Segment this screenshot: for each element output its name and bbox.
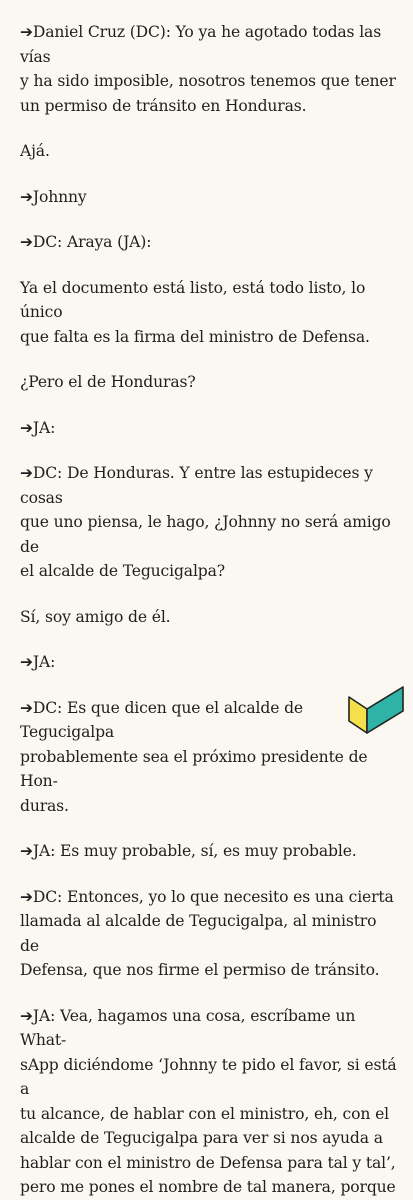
paragraph-2: Ajá. (20, 142, 50, 160)
paragraph-12: ➔JA: Es muy probable, sí, es muy probable. (20, 842, 357, 860)
paragraph-1: ➔Daniel Cruz (DC): Yo ya he agotado todas las vías y ha sido imposible, nosotros tenemos que tener un permiso de tránsito en Honduras. (20, 23, 396, 115)
paragraph-4: ➔DC: Araya (JA): (20, 233, 152, 251)
paragraph-10: ➔JA: (20, 653, 56, 671)
paragraph-8: ➔DC: De Honduras. Y entre las estupideces y cosas que uno piensa, le hago, ¿Johnny no será amigo de el alcalde de Tegucigalpa? (20, 464, 391, 580)
paragraph-5: Ya el documento está listo, está todo listo, lo único que falta es la firma del ministro de Defensa. (20, 278, 370, 346)
paragraph-9: Sí, soy amigo de él. (20, 607, 171, 626)
beginner-mark-icon (345, 683, 407, 735)
paragraph-11: ➔DC: Es que dicen que el alcalde de Tegucigalpa probablemente sea el próximo presidente de Hon- duras. (20, 698, 368, 815)
paragraph-6: ¿Pero el de Honduras? (20, 373, 196, 391)
paragraph-14: ➔JA: Vea, hagamos una cosa, escríbame un What- sApp diciéndome ‘Johnny te pido el favor, si está a tu alcance, de hablar con el ministro, eh, con el alcalde de Tegucigalpa para ver si nos ayuda a hablar con el ministro de Defensa para tal y tal’, pero me pones el nombre de tal manera, porque (20, 1006, 397, 1196)
paragraph-13: ➔DC: Entonces, yo lo que necesito es una cierta llamada al alcalde de Tegucigalpa, al ministro de Defensa, que nos firme el permiso de tránsito. (20, 887, 394, 979)
paragraph-3: ➔Johnny (20, 187, 87, 206)
paragraph-7: ➔JA: (20, 418, 56, 437)
